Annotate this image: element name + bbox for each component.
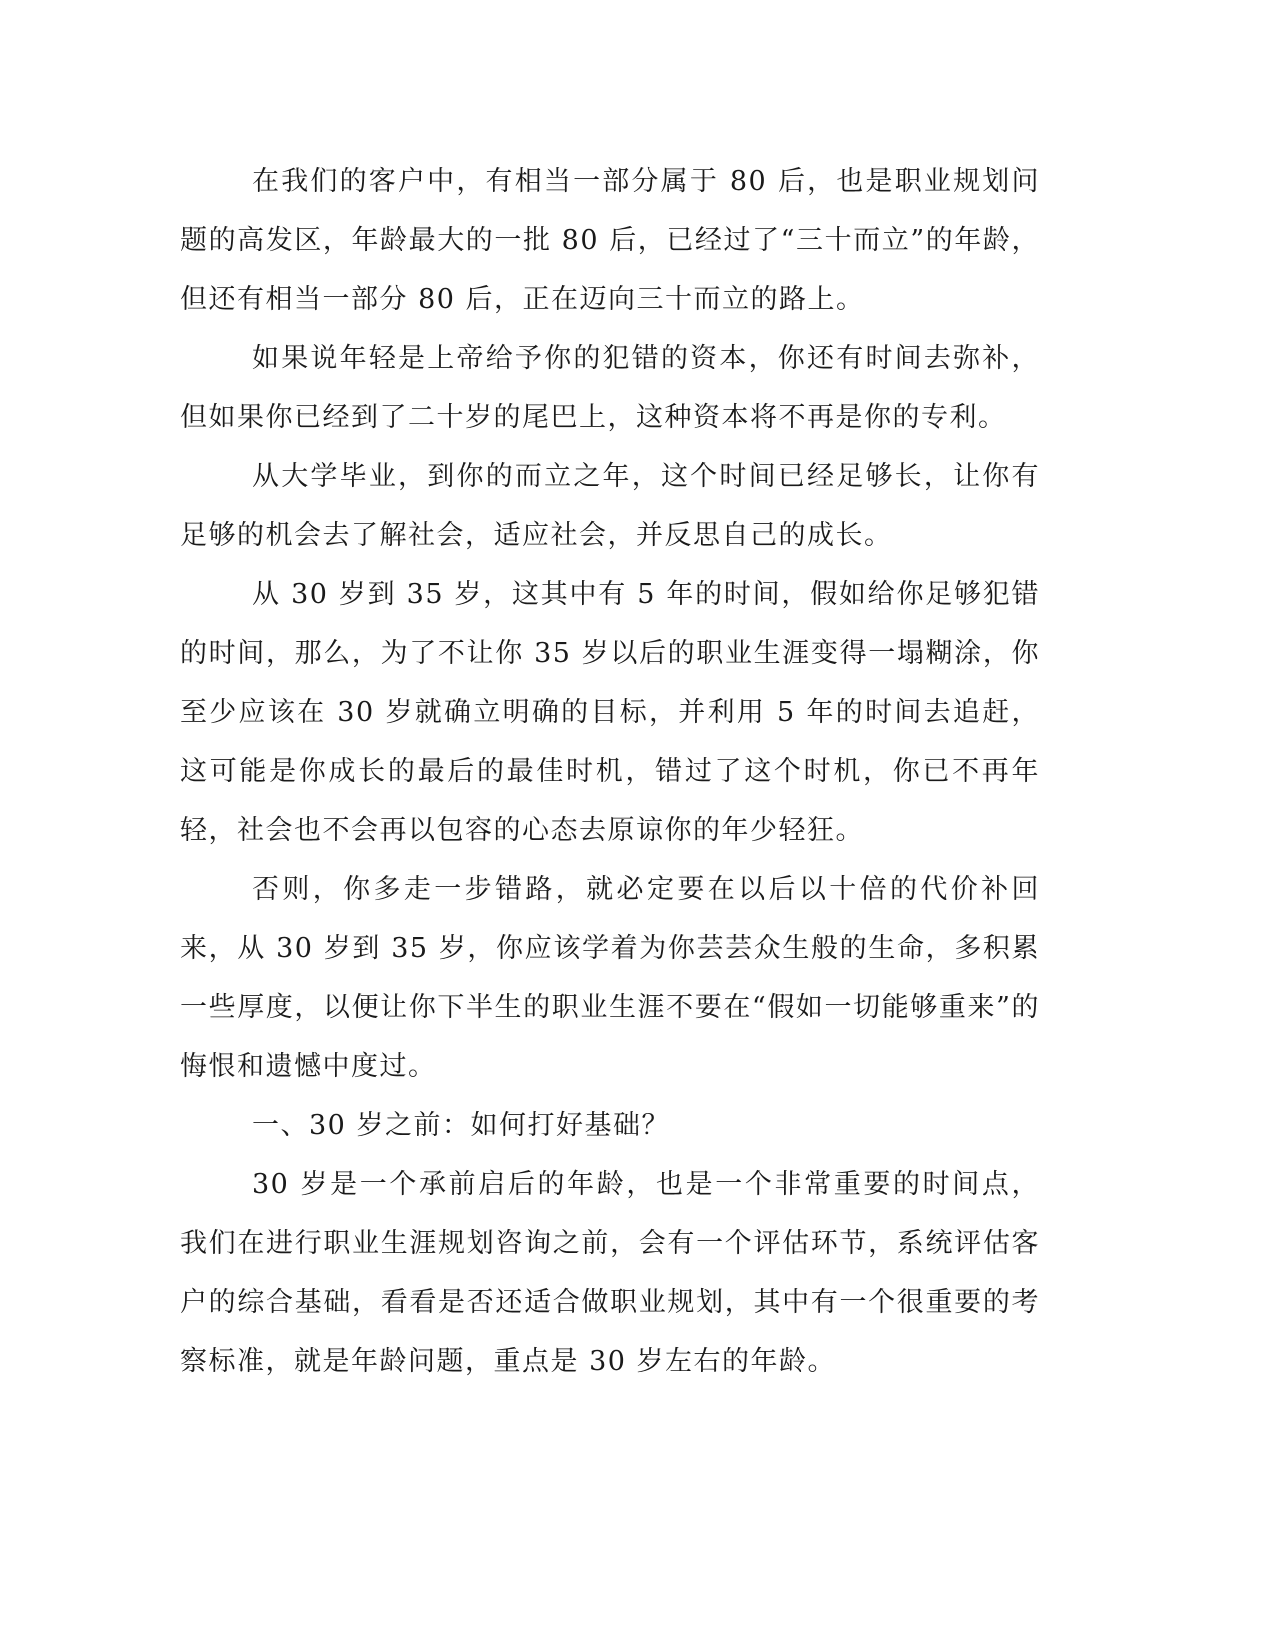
document-body [180, 152, 1040, 1391]
section-heading: 一、30 岁之前：如何打好基础？ [252, 1110, 670, 1141]
paragraph-youth-capital: 如果说年轻是上帝给予你的犯错的资本，你还有时间去弥补，但如果你已经到了二十岁的尾巴上，这种资本将不再是你的专利。 [180, 343, 1040, 433]
paragraph-30-to-35: 从 30 岁到 35 岁，这其中有 5 年的时间，假如给你足够犯错的时间，那么，为了不让你 35 岁以后的职业生涯变得一塌糊涂，你至少应该在 30 岁就确立明确的目标，并利用 5 年的时间去追赶，这可能是你成长的最后的最佳时机，错过了这个时机，你已不再年轻，社会也不会再以包容的心态去原谅你的年少轻狂。 [180, 579, 1040, 846]
paragraph-age-30: 30 岁是一个承前启后的年龄，也是一个非常重要的时间点，我们在进行职业生涯规划咨询之前，会有一个评估环节，系统评估客户的综合基础，看看是否还适合做职业规划，其中有一个很重要的考察标准，就是年龄问题，重点是 30 岁左右的年龄。 [180, 1169, 1040, 1377]
paragraph-graduation: 从大学毕业，到你的而立之年，这个时间已经足够长，让你有足够的机会去了解社会，适应社会，并反思自己的成长。 [180, 461, 1040, 551]
paragraph-intro: 在我们的客户中，有相当一部分属于 80 后，也是职业规划问题的高发区，年龄最大的一批 80 后，已经过了“三十而立”的年龄，但还有相当一部分 80 后，正在迈向三十而立的路上。 [180, 166, 1040, 315]
paragraph-otherwise: 否则，你多走一步错路，就必定要在以后以十倍的代价补回来，从 30 岁到 35 岁，你应该学着为你芸芸众生般的生命，多积累一些厚度，以便让你下半生的职业生涯不要在“假如一切能够重来”的悔恨和遗憾中度过。 [180, 874, 1040, 1082]
